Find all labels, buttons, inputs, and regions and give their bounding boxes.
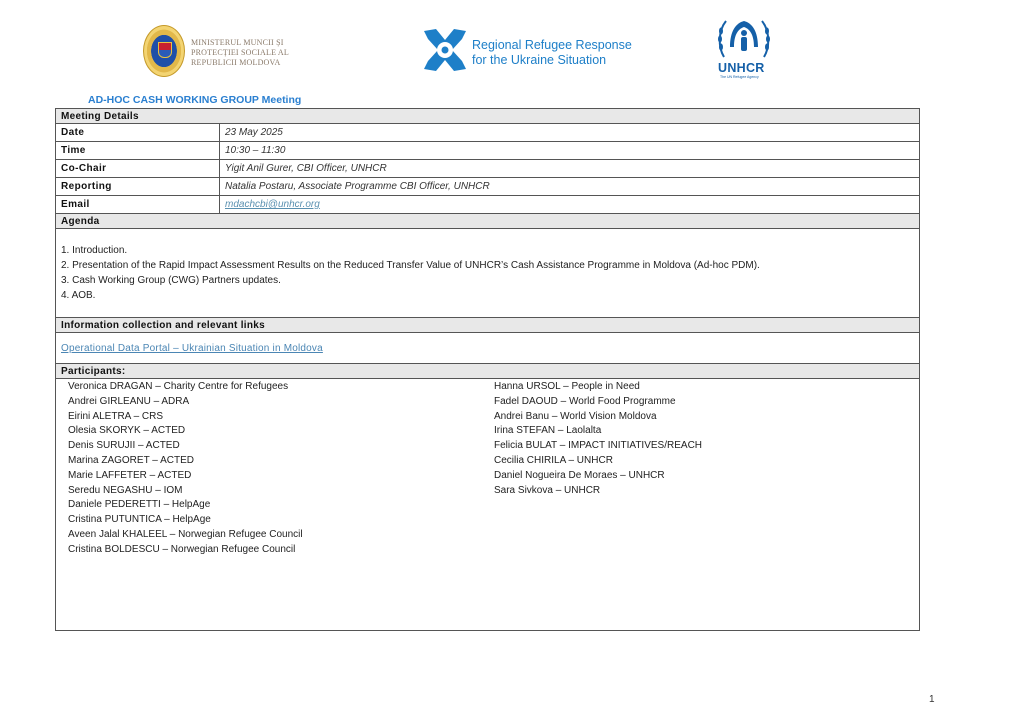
table-row-email bbox=[56, 196, 920, 214]
participant: Marie LAFFETER – ACTED bbox=[68, 469, 192, 481]
page-number: 1 bbox=[929, 694, 935, 705]
participant: Eirini ALETRA – CRS bbox=[68, 410, 164, 422]
meeting-table bbox=[55, 108, 920, 631]
rrr-line-2: for the Ukraine Situation bbox=[472, 52, 607, 67]
participant: Cristina BOLDESCU – Norwegian Refugee Council bbox=[68, 543, 296, 555]
participants-body-row bbox=[56, 379, 920, 631]
date-value: 23 May 2025 bbox=[220, 124, 920, 142]
agenda-item: 4. AOB. bbox=[61, 290, 96, 301]
co-chair-value: Yigit Anil Gurer, CBI Officer, UNHCR bbox=[220, 160, 920, 178]
agenda-item: 1. Introduction. bbox=[61, 245, 128, 256]
agenda-body-row bbox=[56, 229, 920, 318]
participant: Cristina PUTUNTICA – HelpAge bbox=[68, 514, 211, 526]
information-link-row bbox=[56, 333, 920, 364]
agenda-item: 3. Cash Working Group (CWG) Partners updates. bbox=[61, 275, 281, 286]
time-label: Time bbox=[56, 142, 220, 160]
unhcr-wordmark: UNHCR bbox=[718, 61, 765, 75]
participant: Hanna URSOL – People in Need bbox=[494, 381, 640, 392]
participant: Cecilia CHIRILA – UNHCR bbox=[494, 454, 613, 466]
rrr-line-1: Regional Refugee Response bbox=[472, 38, 632, 52]
information-header: Information collection and relevant links bbox=[56, 318, 920, 333]
participant: Seredu NEGASHU – IOM bbox=[68, 484, 183, 496]
date-label: Date bbox=[56, 124, 220, 142]
meeting-details-header-row bbox=[56, 109, 920, 124]
agenda-item: 2. Presentation of the Rapid Impact Assessment Results on the Reduced Transfer Value of UNHCR’s Cash Assistance Programme in Moldova (Ad-hoc PDM). bbox=[61, 260, 760, 271]
operational-data-portal-link[interactable]: Operational Data Portal – Ukrainian Situation in Moldova bbox=[61, 342, 323, 354]
time-value: 10:30 – 11:30 bbox=[220, 142, 920, 160]
agenda-list bbox=[56, 229, 920, 318]
ministry-logo-text bbox=[191, 38, 289, 68]
participants-cell bbox=[56, 379, 920, 631]
document-title: AD-HOC CASH WORKING GROUP Meeting bbox=[88, 94, 302, 106]
table-row-co-chair bbox=[56, 160, 920, 178]
reporting-value: Natalia Postaru, Associate Programme CBI Officer, UNHCR bbox=[220, 178, 920, 196]
participant: Fadel DAOUD – World Food Programme bbox=[494, 395, 676, 407]
participant: Veronica DRAGAN – Charity Centre for Refugees bbox=[68, 381, 289, 392]
participant: Daniele PEDERETTI – HelpAge bbox=[68, 499, 211, 511]
participant: Daniel Nogueira De Moraes – UNHCR bbox=[494, 469, 665, 481]
meeting-details-header: Meeting Details bbox=[56, 109, 920, 124]
agenda-header-row bbox=[56, 214, 920, 229]
unhcr-emblem-icon bbox=[716, 17, 772, 61]
participant: Aveen Jalal KHALEEL – Norwegian Refugee Council bbox=[68, 528, 303, 540]
participants-right-column bbox=[494, 380, 702, 498]
participant: Felicia BULAT – IMPACT INITIATIVES/REACH bbox=[494, 440, 703, 452]
information-header-row bbox=[56, 318, 920, 333]
participants-header: Participants: bbox=[56, 364, 920, 379]
participants-left-column bbox=[68, 380, 303, 558]
participant: Andrei GIRLEANU – ADRA bbox=[68, 395, 190, 407]
ministry-line-3: REPUBLICII MOLDOVA bbox=[191, 58, 281, 67]
table-row-time bbox=[56, 142, 920, 160]
email-label: Email bbox=[56, 196, 220, 214]
ministry-line-2: PROTECȚIEI SOCIALE AL bbox=[191, 48, 289, 57]
unhcr-tagline: The UN Refugee Agency bbox=[720, 75, 759, 79]
participant: Andrei Banu – World Vision Moldova bbox=[494, 410, 657, 422]
participant: Irina STEFAN – Laolalta bbox=[494, 425, 602, 437]
moldova-coat-of-arms-icon bbox=[143, 25, 185, 77]
ministry-line-1: MINISTERUL MUNCII ȘI bbox=[191, 38, 284, 47]
unhcr-logo bbox=[716, 17, 772, 79]
participant: Denis SURUJII – ACTED bbox=[68, 440, 180, 452]
reporting-label: Reporting bbox=[56, 178, 220, 196]
agenda-header: Agenda bbox=[56, 214, 920, 229]
participant: Olesia SKORYK – ACTED bbox=[68, 425, 186, 437]
regional-refugee-response-logo bbox=[422, 27, 632, 75]
co-chair-label: Co-Chair bbox=[56, 160, 220, 178]
table-row-reporting bbox=[56, 178, 920, 196]
participant: Sara Sivkova – UNHCR bbox=[494, 484, 601, 496]
email-link[interactable]: mdachcbi@unhcr.org bbox=[225, 199, 320, 210]
table-row-date bbox=[56, 124, 920, 142]
participants-header-row bbox=[56, 364, 920, 379]
rrr-x-emblem-icon bbox=[422, 27, 468, 73]
participant: Marina ZAGORET – ACTED bbox=[68, 454, 194, 466]
ministry-logo bbox=[143, 25, 293, 77]
